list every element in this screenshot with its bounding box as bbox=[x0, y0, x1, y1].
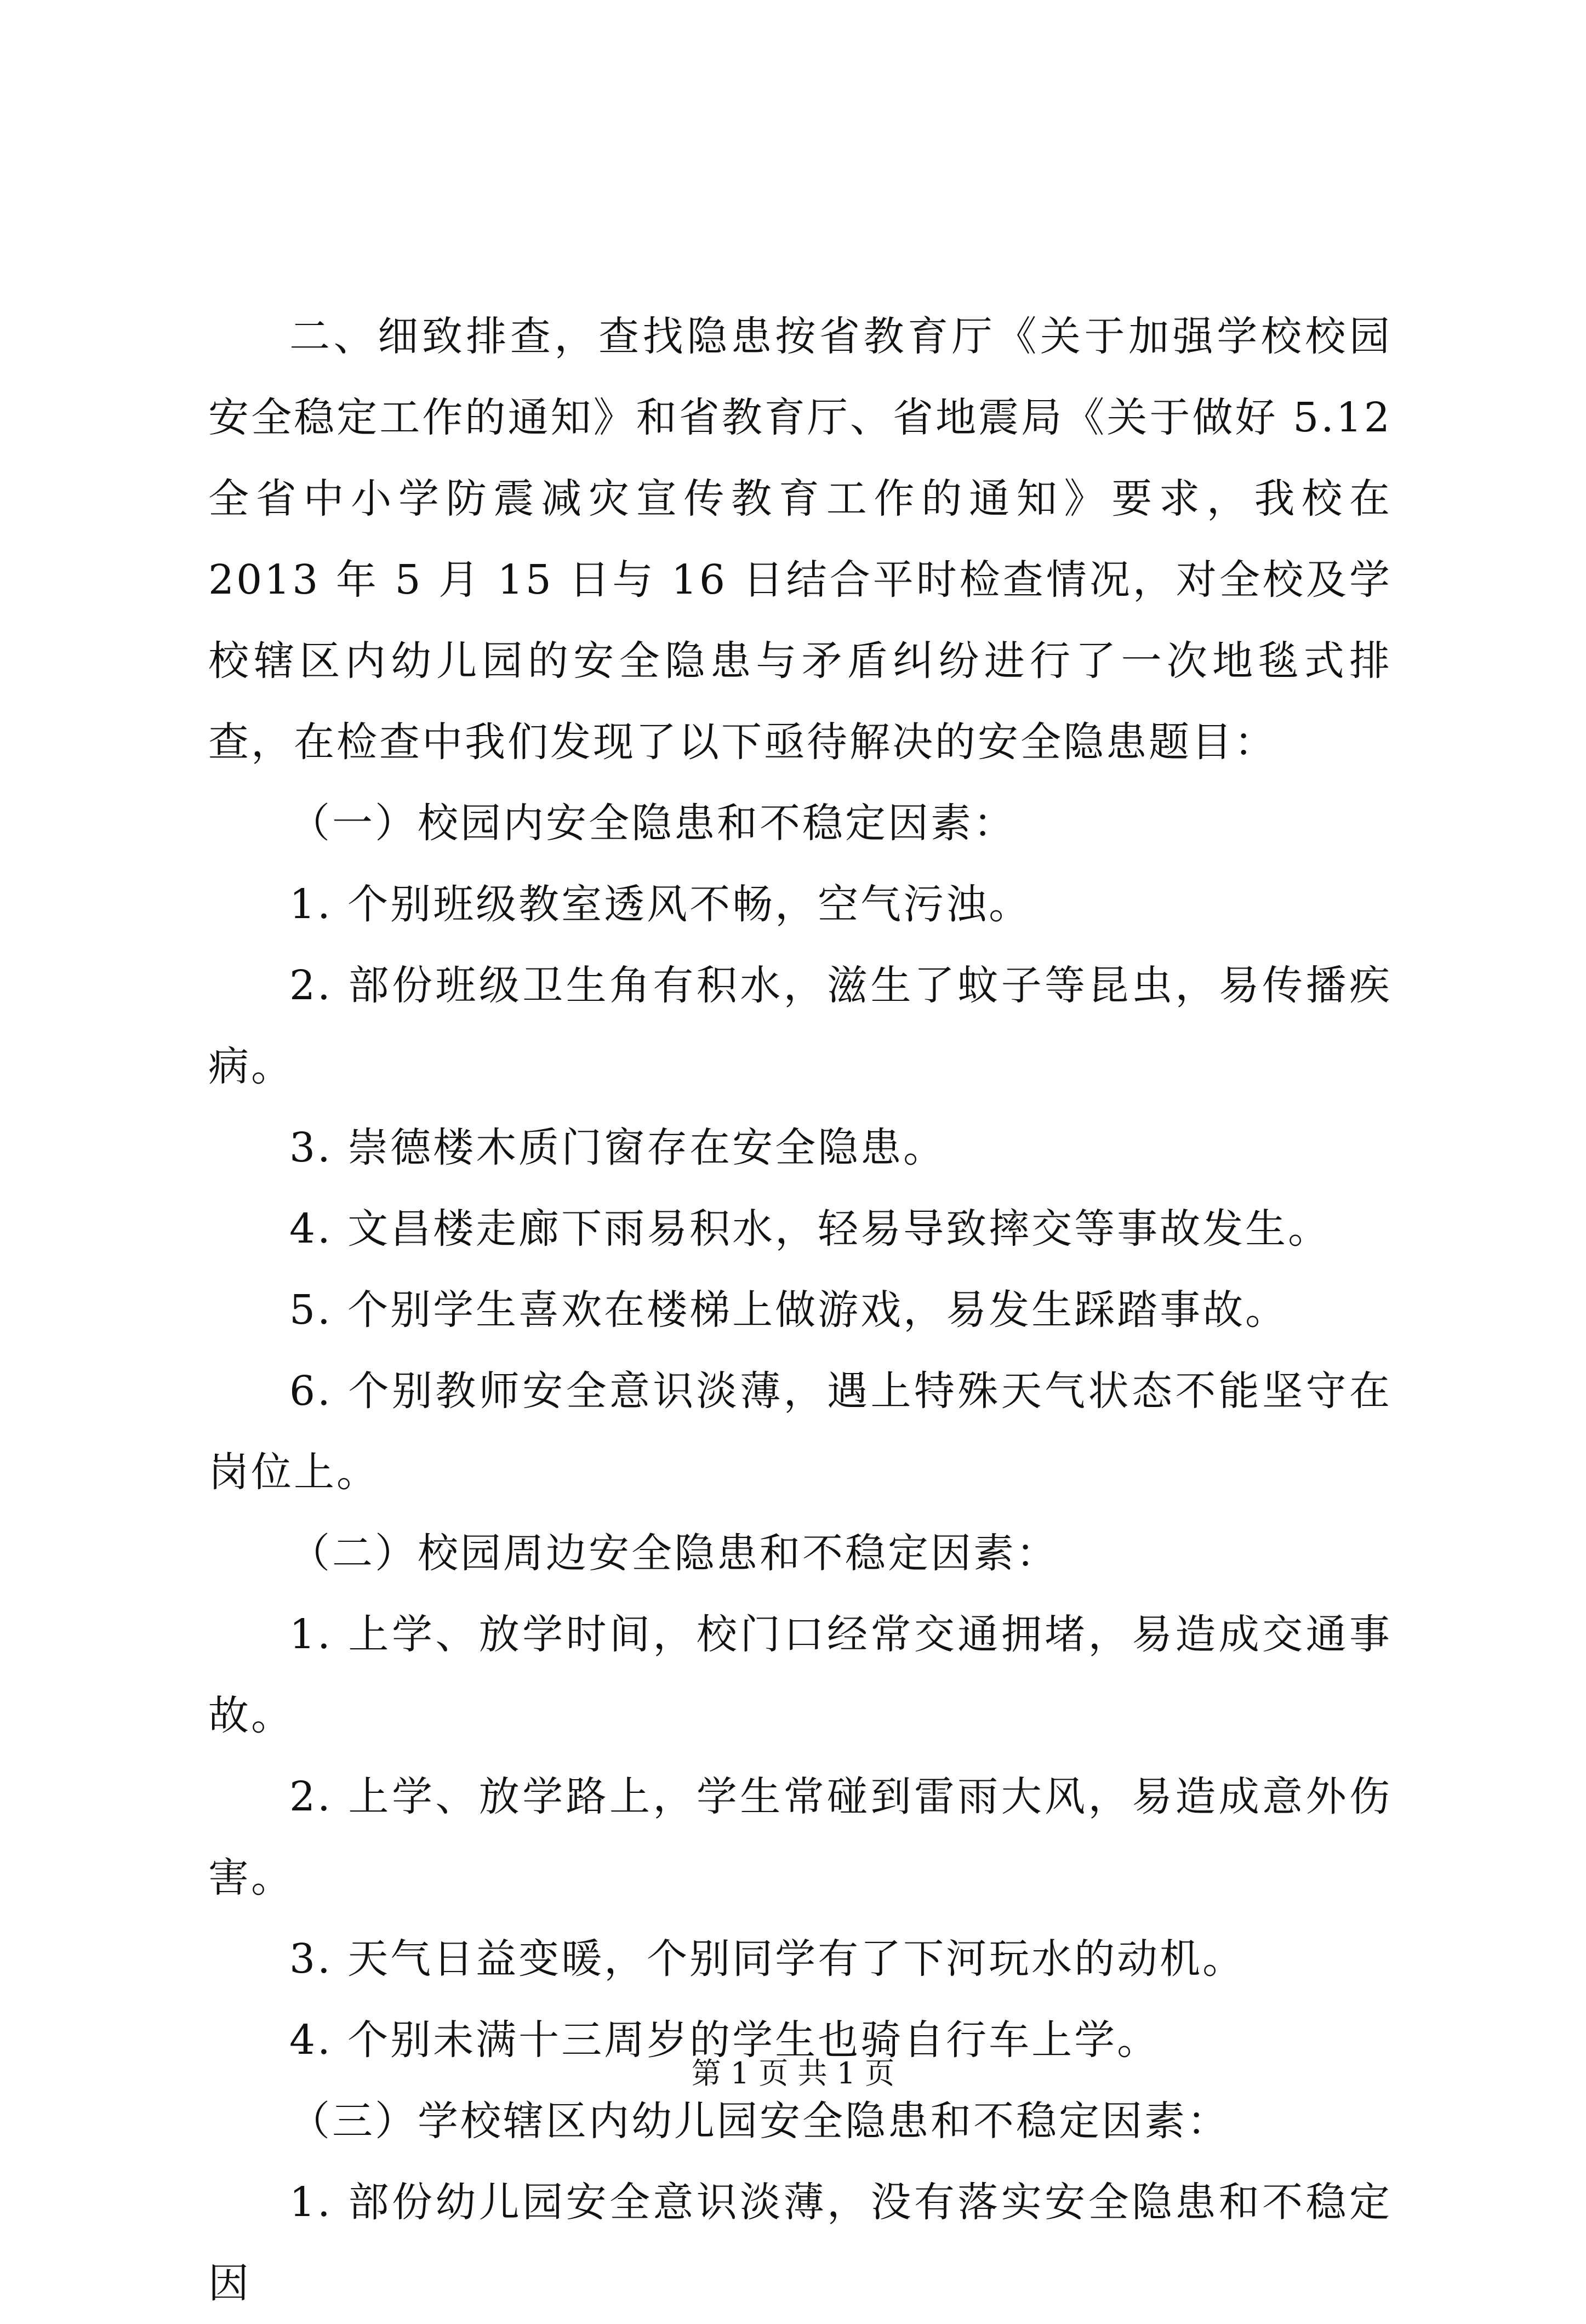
section-heading: （三）学校辖区内幼儿园安全隐患和不稳定因素： bbox=[289, 2098, 1230, 2145]
list-item: 4. 个别未满十三周岁的学生也骑自行车上学。 bbox=[289, 2017, 1160, 2064]
page-footer: 第 1 页 共 1 页 bbox=[691, 2056, 895, 2091]
list-item: 4. 文昌楼走廊下雨易积水，轻易导致摔交等事故发生。 bbox=[289, 1205, 1331, 1252]
list-item: 2. 上学、放学路上，学生常碰到雷雨大风，易造成意外伤害。 bbox=[208, 1773, 1392, 1901]
list-item: 3. 崇德楼木质门窗存在安全隐患。 bbox=[289, 1124, 946, 1171]
intro-paragraph: 二、细致排查，查找隐患按省教育厅《关于加强学校校园安全稳定工作的通知》和省教育厅、省地震局《关于做好 5.12 全省中小学防震减灾宣传教育工作的通知》要求，我校在 2013 年 5 月 15 日与 16 日结合平时检查情况，对全校及学校辖区内幼儿园的安全隐患与矛盾纠纷进行了一次地毯式排查，在检查中我们发现了以下亟待解决的安全隐患题目： bbox=[208, 313, 1392, 766]
document-body bbox=[208, 296, 1392, 2324]
list-item: 1. 上学、放学时间，校门口经常交通拥堵，易造成交通事故。 bbox=[208, 1611, 1392, 1739]
list-item: 3. 天气日益变暖，个别同学有了下河玩水的动机。 bbox=[289, 1935, 1246, 1983]
list-item: 1. 部份幼儿园安全意识淡薄，没有落实安全隐患和不稳定因 bbox=[208, 2179, 1392, 2307]
section-heading: （二）校园周边安全隐患和不稳定因素： bbox=[289, 1530, 1059, 1577]
list-item: 5. 个别学生喜欢在楼梯上做游戏，易发生踩踏事故。 bbox=[289, 1286, 1288, 1334]
list-item: 1. 个别班级教室透风不畅，空气污浊。 bbox=[289, 881, 1032, 928]
list-item: 2. 部份班级卫生角有积水，滋生了蚊子等昆虫，易传播疾病。 bbox=[208, 962, 1392, 1090]
section-heading: （一）校园内安全隐患和不稳定因素： bbox=[289, 800, 1016, 847]
list-item: 6. 个别教师安全意识淡薄，遇上特殊天气状态不能坚守在岗位上。 bbox=[208, 1368, 1392, 1496]
